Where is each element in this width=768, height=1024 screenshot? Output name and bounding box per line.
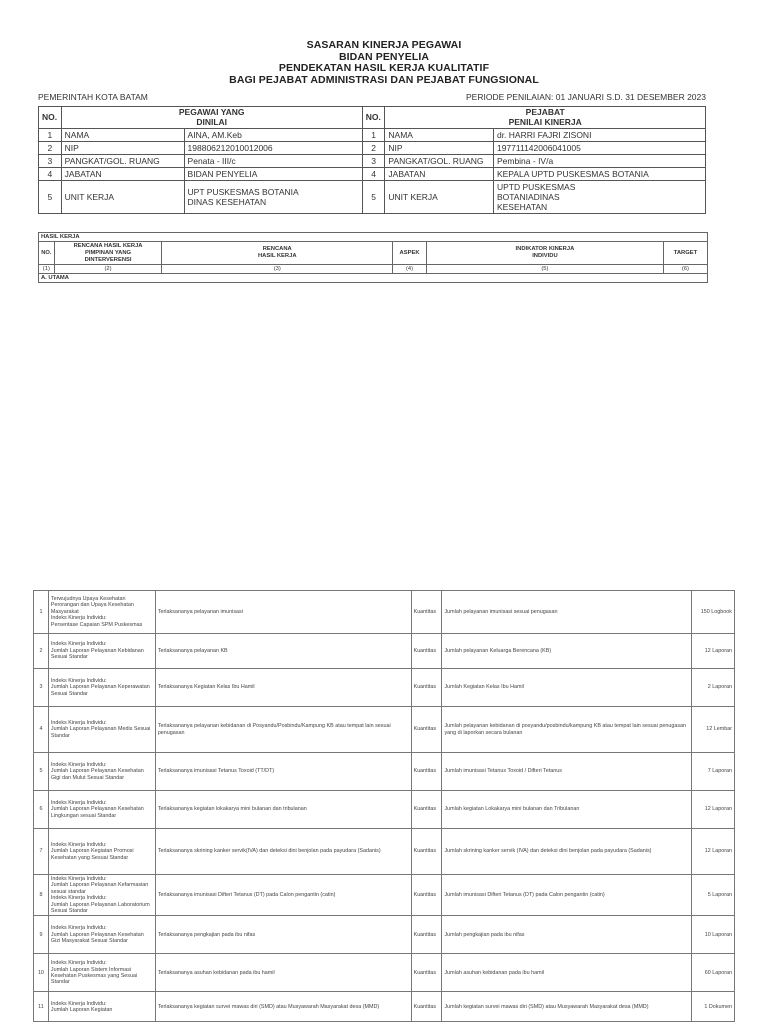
kinerja-row [34, 954, 735, 992]
col-no-left: NO. [39, 107, 62, 129]
kinerja-no: 6 [34, 791, 49, 829]
kinerja-target: 12 Lembar [692, 707, 735, 753]
kinerja-indikator: Jumlah imunisasi Difteri Tetanus (DT) pada Calon pengantin (catin) [442, 875, 692, 916]
hk-num-1: (1) [39, 265, 55, 274]
kinerja-row [34, 669, 735, 707]
kinerja-row [34, 829, 735, 875]
kinerja-row [34, 634, 735, 669]
kinerja-indeks: Indeks Kinerja Individu: Jumlah Laporan Pelayanan Kesehatan Gigi dan Mulut Sesuai Standar [48, 753, 155, 791]
hk-col-rencana-pimpinan: RENCANA HASIL KERJA PIMPINAN YANG DINTERVERENSI [54, 242, 162, 265]
kinerja-indeks: Indeks Kinerja Individu: Jumlah Laporan Sistem Informasi Kesehatan Puskesmas yang Sesuai Standar [48, 954, 155, 992]
row-value-right: UPTD PUSKESMAS BOTANIADINAS KESEHATAN [493, 181, 705, 214]
kinerja-no: 1 [34, 591, 49, 634]
kinerja-indikator: Jumlah skrining kanker servik (IVA) dan deteksi dini benjolan pada payudara (Sadanis) [442, 829, 692, 875]
kinerja-indikator: Jumlah Kegiatan Kelas Ibu Hamil [442, 669, 692, 707]
kinerja-no: 7 [34, 829, 49, 875]
pegawai-row [39, 155, 706, 168]
kinerja-indikator: Jumlah asuhan kebidanan pada ibu hamil [442, 954, 692, 992]
hk-col-rencana-hasil: RENCANA HASIL KERJA [162, 242, 393, 265]
hk-col-aspek: ASPEK [393, 242, 427, 265]
kinerja-row [34, 753, 735, 791]
kinerja-indikator: Jumlah pelayanan kebidanan di posyandu/posbindu/kampung KB atau tempat lain sesuai penugasan yang di laporkan secara bulanan [442, 707, 692, 753]
kinerja-target: 12 Laporan [692, 791, 735, 829]
kinerja-rencana: Terlaksananya kegiatan lokakarya mini bulanan dan tribulanan [155, 791, 411, 829]
kinerja-row [34, 707, 735, 753]
hk-num-4: (4) [393, 265, 427, 274]
instansi-label: PEMERINTAH KOTA BATAM [38, 92, 148, 102]
row-value-right: dr. HARRI FAJRI ZISONI [493, 129, 705, 142]
kinerja-no: 11 [34, 992, 49, 1022]
row-label-right: JABATAN [385, 168, 494, 181]
kinerja-no: 2 [34, 634, 49, 669]
pegawai-row [39, 129, 706, 142]
kinerja-no: 5 [34, 753, 49, 791]
kinerja-target: 10 Laporan [692, 916, 735, 954]
col-no-right: NO. [362, 107, 385, 129]
kinerja-indikator: Jumlah pelayanan Keluarga Berencana (KB) [442, 634, 692, 669]
kinerja-aspek: Kuantitas [411, 875, 442, 916]
kinerja-target: 150 Logbook [692, 591, 735, 634]
hk-num-6: (6) [663, 265, 707, 274]
row-no-left: 4 [39, 168, 62, 181]
kinerja-rencana: Terlaksananya kegiatan survei mawas diri (SMD) atau Musyawarah Masyarakat desa (MMD) [155, 992, 411, 1022]
row-no-left: 2 [39, 142, 62, 155]
row-label-right: PANGKAT/GOL. RUANG [385, 155, 494, 168]
row-no-right: 4 [362, 168, 385, 181]
hasil-kerja-colnums [39, 265, 708, 274]
kinerja-rencana: Terlaksananya imunisasi Difteri Tetanus (DT) pada Calon pengantin (catin) [155, 875, 411, 916]
row-no-right: 1 [362, 129, 385, 142]
kinerja-rencana: Terlaksananya asuhan kebidanan pada ibu hamil [155, 954, 411, 992]
row-value-left: UPT PUSKESMAS BOTANIA DINAS KESEHATAN [184, 181, 362, 214]
hk-col-target: TARGET [663, 242, 707, 265]
kinerja-indikator: Jumlah kegiatan survei mawas diri (SMD) atau Musyawarah Masyarakat desa (MMD) [442, 992, 692, 1022]
kinerja-no: 10 [34, 954, 49, 992]
periode-label: PERIODE PENILAIAN: 01 JANUARI S.D. 31 DESEMBER 2023 [466, 92, 706, 102]
kinerja-rencana: Terlaksananya imunisasi Tetanus Toxoid (TT/DT) [155, 753, 411, 791]
kinerja-target: 12 Laporan [692, 829, 735, 875]
row-value-left: Penata - III/c [184, 155, 362, 168]
row-label-left: JABATAN [61, 168, 184, 181]
pegawai-row [39, 142, 706, 155]
kinerja-aspek: Kuantitas [411, 634, 442, 669]
kinerja-row [34, 875, 735, 916]
row-value-right: KEPALA UPTD PUSKESMAS BOTANIA [493, 168, 705, 181]
row-label-right: NAMA [385, 129, 494, 142]
kinerja-aspek: Kuantitas [411, 992, 442, 1022]
row-label-right: NIP [385, 142, 494, 155]
kinerja-rencana: Terlaksananya pelayanan KB [155, 634, 411, 669]
row-value-left: BIDAN PENYELIA [184, 168, 362, 181]
subsection-utama: A. UTAMA [39, 274, 708, 283]
kinerja-row [34, 591, 735, 634]
hk-col-indikator: INDIKATOR KINERJA INDIVIDU [426, 242, 663, 265]
col-pegawai-dinilai: PEGAWAI YANG DINILAI [61, 107, 362, 129]
kinerja-indeks: Indeks Kinerja Individu: Jumlah Laporan Pelayanan Kesehatan Lingkungan sesuai Standar [48, 791, 155, 829]
kinerja-row [34, 791, 735, 829]
kinerja-indeks: Indeks Kinerja Individu: Jumlah Laporan Pelayanan Medis Sesuai Standar [48, 707, 155, 753]
kinerja-indikator: Jumlah pengkajian pada ibu nifas [442, 916, 692, 954]
title-line-3: PENDEKATAN HASIL KERJA KUALITATIF [278, 62, 490, 74]
pegawai-table [38, 106, 706, 214]
row-label-left: UNIT KERJA [61, 181, 184, 214]
kinerja-no: 4 [34, 707, 49, 753]
kinerja-row [34, 992, 735, 1022]
pegawai-table-header [39, 107, 706, 129]
kinerja-aspek: Kuantitas [411, 669, 442, 707]
title-line-1: SASARAN KINERJA PEGAWAI [306, 39, 462, 51]
row-label-left: NAMA [61, 129, 184, 142]
kinerja-aspek: Kuantitas [411, 591, 442, 634]
hk-num-2: (2) [54, 265, 162, 274]
pegawai-row [39, 168, 706, 181]
kinerja-target: 1 Dokumen [692, 992, 735, 1022]
kinerja-rencana: Terlaksananya Kegiatan Kelas Ibu Hamil [155, 669, 411, 707]
row-label-right: UNIT KERJA [385, 181, 494, 214]
row-no-right: 2 [362, 142, 385, 155]
kinerja-indeks: Indeks Kinerja Individu: Jumlah Laporan Pelayanan Keperawatan Sesuai Standar [48, 669, 155, 707]
row-value-right: 197711142006041005 [493, 142, 705, 155]
kinerja-rencana: Terlaksananya pelayanan imunisasi [155, 591, 411, 634]
row-no-left: 5 [39, 181, 62, 214]
row-label-left: NIP [61, 142, 184, 155]
row-no-left: 1 [39, 129, 62, 142]
row-no-right: 3 [362, 155, 385, 168]
kinerja-target: 5 Laporan [692, 875, 735, 916]
row-label-left: PANGKAT/GOL. RUANG [61, 155, 184, 168]
kinerja-no: 8 [34, 875, 49, 916]
kinerja-aspek: Kuantitas [411, 829, 442, 875]
kinerja-indeks: Indeks Kinerja Individu: Jumlah Laporan Kegiatan [48, 992, 155, 1022]
hasil-kerja-section: HASIL KERJA [39, 233, 708, 242]
row-value-left: 198806212010012006 [184, 142, 362, 155]
title-line-2: BIDAN PENYELIA [338, 50, 430, 63]
kinerja-no: 3 [34, 669, 49, 707]
hk-col-no: NO. [39, 242, 55, 265]
kinerja-rows-table [33, 590, 735, 1022]
kinerja-indeks: Indeks Kinerja Individu: Jumlah Laporan Pelayanan Kebidanan Sesuai Standar [48, 634, 155, 669]
kinerja-target: 7 Laporan [692, 753, 735, 791]
kinerja-aspek: Kuantitas [411, 791, 442, 829]
kinerja-indeks: Terwujudnya Upaya Kesehatan Perorangan dan Upaya Kesehatan Masyarakat Indeks Kinerja Individu: Persentase Capaian SPM Puskesmas [48, 591, 155, 634]
kinerja-aspek: Kuantitas [411, 954, 442, 992]
kinerja-rencana: Terlaksananya skrining kanker servik(IVA) dan deteksi dini benjolan pada payudara (Sadanis) [155, 829, 411, 875]
kinerja-indeks: Indeks Kinerja Individu: Jumlah Laporan Kegiatan Promosi Kesehatan yang Sesuai Standar [48, 829, 155, 875]
kinerja-indeks: Indeks Kinerja Individu: Jumlah Laporan Pelayanan Kesehatan Gizi Masyarakat Sesuai Standar [48, 916, 155, 954]
hk-num-5: (5) [426, 265, 663, 274]
col-pejabat-penilai: PEJABAT PENILAI KINERJA [385, 107, 706, 129]
document-title [0, 40, 768, 86]
row-value-left: AINA, AM.Keb [184, 129, 362, 142]
hasil-kerja-table [38, 232, 708, 283]
kinerja-indikator: Jumlah pelayanan imunisasi sesuai penugasan [442, 591, 692, 634]
kinerja-rencana: Terlaksananya pelayanan kebidanan di Posyandu/Posbindu/Kampung KB atau tempat lain sesuai penugasan [155, 707, 411, 753]
kinerja-target: 12 Laporan [692, 634, 735, 669]
kinerja-target: 60 Laporan [692, 954, 735, 992]
kinerja-no: 9 [34, 916, 49, 954]
row-value-right: Pembina - IV/a [493, 155, 705, 168]
title-line-4: BAGI PEJABAT ADMINISTRASI DAN PEJABAT FUNGSIONAL [229, 73, 539, 86]
kinerja-aspek: Kuantitas [411, 707, 442, 753]
row-no-right: 5 [362, 181, 385, 214]
row-no-left: 3 [39, 155, 62, 168]
kinerja-indikator: Jumlah imunisasi Tetanus Toxoid / Difteri Tetanus [442, 753, 692, 791]
kinerja-target: 2 Laporan [692, 669, 735, 707]
kinerja-indikator: Jumlah kegiatan Lokakarya mini bulanan dan Tribulanan [442, 791, 692, 829]
kinerja-rencana: Terlaksananya pengkajian pada ibu nifas [155, 916, 411, 954]
kinerja-indeks: Indeks Kinerja Individu: Jumlah Laporan Pelayanan Kefarmasian sesuai standar Indeks Kinerja Individu: Jumlah Laporan Pelayanan Laboratorium Sesuai Standar [48, 875, 155, 916]
kinerja-row [34, 916, 735, 954]
hasil-kerja-header [39, 242, 708, 265]
kinerja-aspek: Kuantitas [411, 916, 442, 954]
pegawai-row [39, 181, 706, 214]
kinerja-aspek: Kuantitas [411, 753, 442, 791]
hk-num-3: (3) [162, 265, 393, 274]
